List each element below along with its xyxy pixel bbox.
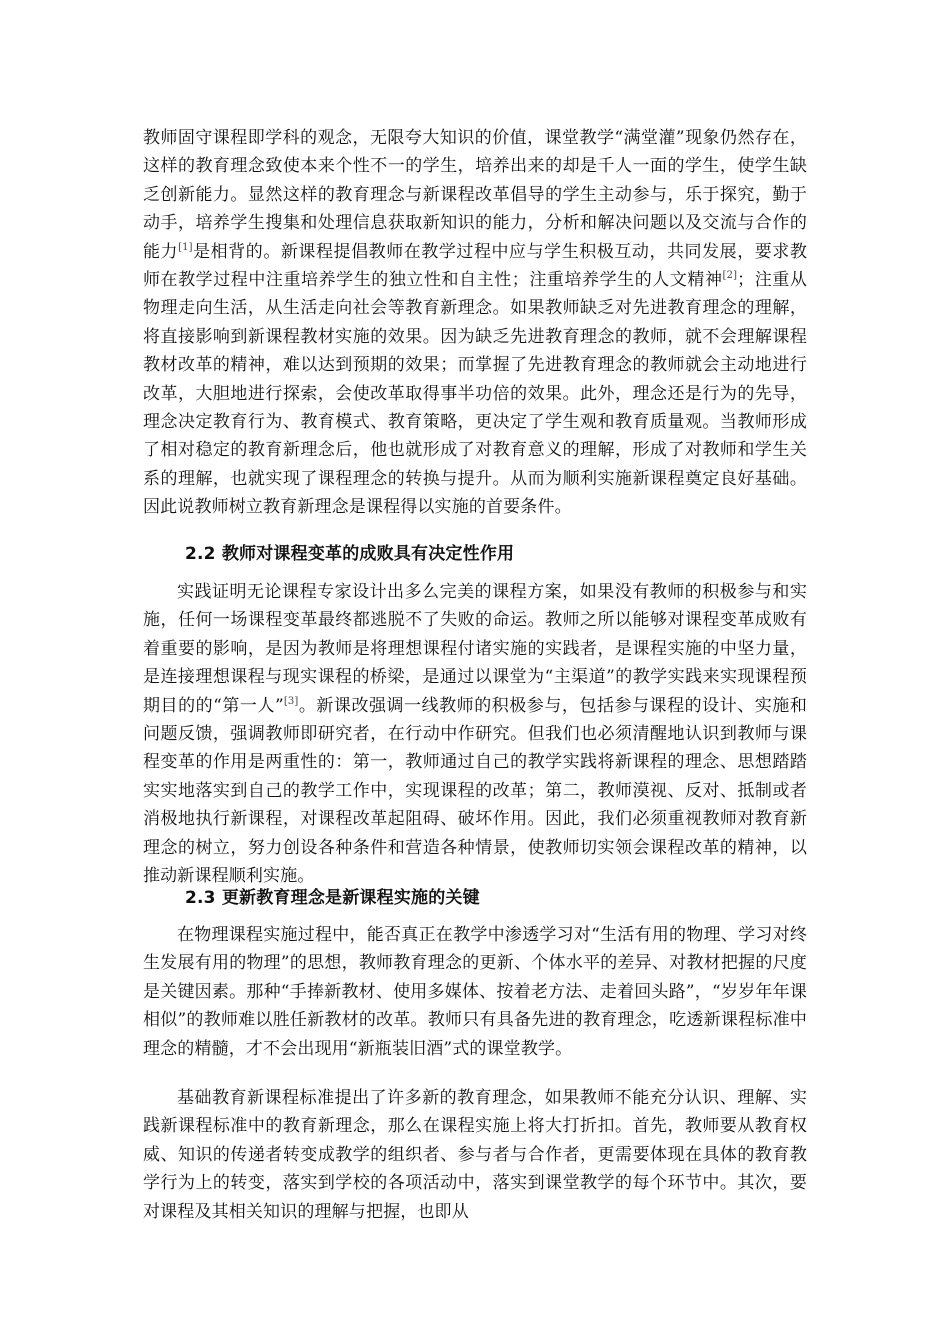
paragraph-text: 基础教育新课程标准提出了许多新的教育理念，如果教师不能充分认识、理解、实践新课程标准中的教育新理念，那么在课程实施上将大打折扣。首先，教师要从教育权威、知识的传递者转变成教学的组织者、参与者与合作者，更需要体现在具体的教育教学行为上的转变，落实到学校的各项活动中，落实到课堂教学的每个环节中。其次，要对课程及其相关知识的理解与把握，也即从 (143, 1088, 807, 1222)
paragraph-text: 是相背的。新课程提倡教师在教学过程中应与学生积极互动，共同发展，要求教师在教学过程中注重培养学生的独立性和自主性；注重培养学生的人文精神 (143, 241, 807, 291)
citation-ref: [3] (283, 695, 299, 707)
paragraph-text: ；注重从物理走向生活，从生活走向社会等教育新理念。如果教师缺乏对先进教育理念的理解，将直接影响到新课程教材实施的效果。因为缺乏先进教育理念的教师，就不会理解课程教材改革的精神，难以达到预期的效果；而掌握了先进教育理念的教师就会主动地进行改革，大胆地进行探索，会使改革取得事半功倍的效果。此外，理念还是行为的先导，理念决定教育行为、教育模式、教育策略，更决定了学生观和教育质量观。当教师形成了相对稳定的教育新理念后，他也就形成了对教育意义的理解，形成了对教师和学生关系的理解，也就实现了课程理念的转换与提升。从而为顺利实施新课程奠定良好基础。因此说教师树立教育新理念是课程得以实施的首要条件。 (143, 270, 807, 518)
section-heading-2-3: 2.3 更新教育理念是新课程实施的关键 (185, 888, 480, 908)
paragraph-text: 。新课改强调一线教师的积极参与，包括参与课程的设计、实施和问题反馈，强调教师即研究者，在行动中作研究。但我们也必须清醒地认识到教师与课程变革的作用是两重性的：第一，教师通过自己的教学实践将新课程的理念、思想踏踏实实地落实到自己的教学工作中，实现课程的改革；第二，教师漠视、反对、抵制或者消极地执行新课程，对课程改革起阻碍、破坏作用。因此，我们必须重视教师对教育新理念的树立，努力创设各种条件和营造各种情景，使教师切实领会课程改革的精神，以推动新课程顺利实施。 (143, 695, 807, 887)
section-heading-2-2: 2.2 教师对课程变革的成败具有决定性作用 (185, 544, 515, 564)
paragraph-text: 实践证明无论课程专家设计出多么完美的课程方案，如果没有教师的积极参与和实施，任何一场课程变革最终都逃脱不了失败的命运。教师之所以能够对课程变革成败有着重要的影响，是因为教师是将理想课程付诸实施的实践者，是课程实施的中坚力量，是连接理想课程与现实课程的桥梁，是通过以课堂为“主渠道”的教学实践来实现课程预期目的的“第一人” (143, 582, 807, 716)
paragraph-physics-curriculum (143, 921, 807, 1063)
paragraph-curriculum-change (143, 578, 807, 890)
paragraph-new-standards (143, 1084, 807, 1226)
paragraph-text: 教师固守课程即学科的观念，无限夸大知识的价值，课堂教学“满堂灌”现象仍然存在，这样的教育理念致使本来个性不一的学生，培养出来的却是千人一面的学生，使学生缺乏创新能力。显然这样的教育理念与新课程改革倡导的学生主动参与，乐于探究，勤于动手，培养学生搜集和处理信息获取新知识的能力，分析和解决问题以及交流与合作的能力 (143, 128, 807, 262)
paragraph-text: 在物理课程实施过程中，能否真正在教学中渗透学习对“生活有用的物理、学习对终生发展有用的物理”的思想，教师教育理念的更新、个体水平的差异、对教材把握的尺度是关键因素。那种“手捧新教材、使用多媒体、按着老方法、走着回头路”，“岁岁年年课相似”的教师难以胜任新教材的改革。教师只有具备先进的教育理念，吃透新课程标准中理念的精髓，才不会出现用“新瓶装旧酒”式的课堂教学。 (143, 925, 807, 1059)
citation-ref: [1] (178, 241, 193, 253)
paragraph-teacher-concept (143, 124, 807, 522)
citation-ref: [2] (722, 270, 738, 282)
